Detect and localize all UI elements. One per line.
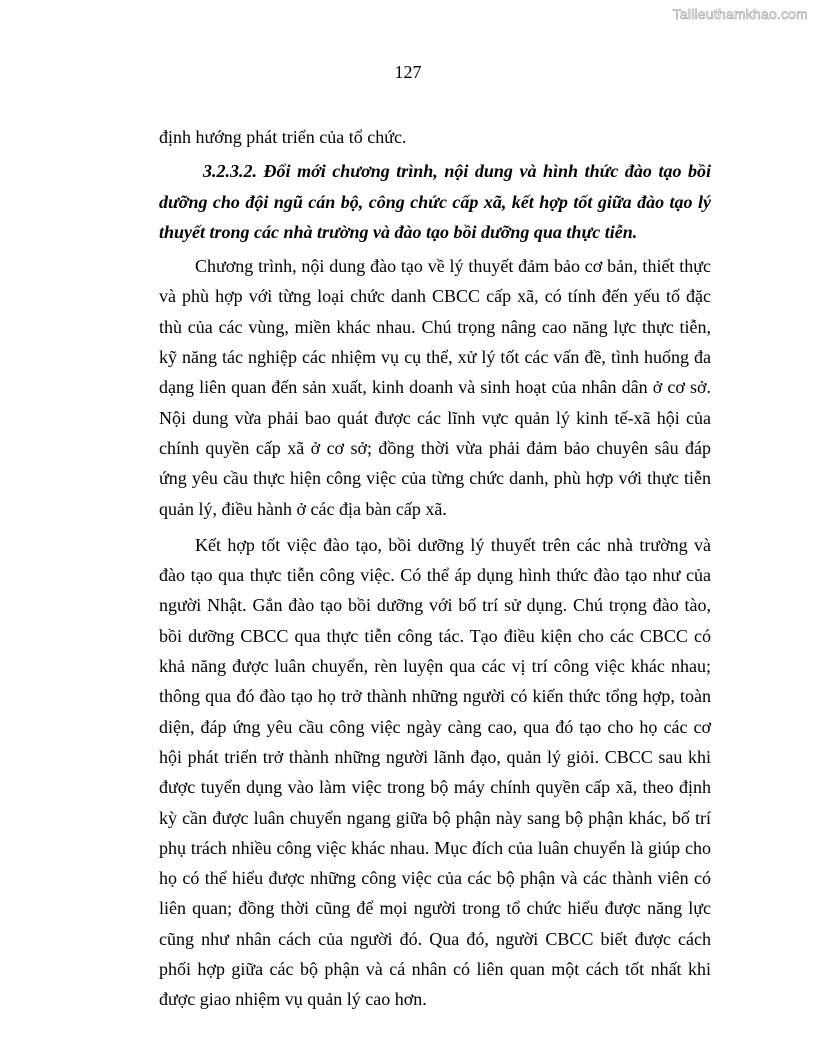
opening-line: định hướng phát triển của tổ chức. (159, 127, 407, 147)
paragraph: Chương trình, nội dung đào tạo về lý thuyết đảm bảo cơ bản, thiết thực và phù hợp với từng loại chức danh CBCC cấp xã, có tính đến yếu tố đặc thù của các vùng, miền khác nhau. Chú trọng nâng cao năng lực thực tiễn, kỹ năng tác nghiệp các nhiệm vụ cụ thể, xử lý tốt các vấn đề, tình huống đa dạng liên quan đến sản xuất, kinh doanh và sinh hoạt của nhân dân ở cơ sở. Nội dung vừa phải bao quát được các lĩnh vực quản lý kinh tế-xã hội của chính quyền cấp xã ở cơ sở; đồng thời vừa phải đảm bảo chuyên sâu đáp ứng yêu cầu thực hiện công việc của từng chức danh, phù hợp với thực tiễn quản lý, điều hành ở các địa bàn cấp xã. (159, 256, 711, 519)
page-number: 127 (394, 62, 422, 82)
paragraph: Kết hợp tốt việc đào tạo, bồi dưỡng lý thuyết trên các nhà trường và đào tạo qua thực tiễn công việc. Có thể áp dụng hình thức đào tạo như của người Nhật. Gắn đào tạo bồi dưỡng với bố trí sử dụng. Chú trọng đào tào, bồi dưỡng CBCC qua thực tiễn công tác. Tạo điều kiện cho các CBCC có khả năng được luân chuyển, rèn luyện qua các vị trí công việc khác nhau; thông qua đó đào tạo họ trở thành những người có kiến thức tổng hợp, toàn diện, đáp ứng yêu cầu công việc ngày càng cao, qua đó tạo cho họ các cơ hội phát triển trở thành những người lãnh đạo, quản lý giỏi. CBCC sau khi được tuyển dụng vào làm việc trong bộ máy chính quyền cấp xã, theo định kỳ cần được luân chuyển ngang giữa bộ phận này sang bộ phận khác, bố trí phụ trách nhiều công việc khác nhau. Mục đích của luân chuyển là giúp cho họ có thể hiểu được những công việc của các bộ phận và các thành viên có liên quan; đồng thời cũng để mọi người trong tổ chức hiểu được năng lực cũng như nhân cách của người đó. Qua đó, người CBCC biết được cách phối hợp giữa các bộ phận và cá nhân có liên quan một cách tốt nhất khi được giao nhiệm vụ quản lý cao hơn. (159, 534, 711, 1010)
watermark: Tailieuthamkhao.com (672, 6, 808, 22)
document-body (159, 122, 711, 1015)
section-heading: 3.2.3.2. Đổi mới chương trình, nội dung và hình thức đào tạo bồi dưỡng cho đội ngũ cán bộ, công chức cấp xã, kết hợp tốt giữa đào tạo lý thuyết trong các nhà trường và đào tạo bồi dưỡng qua thực tiễn. (159, 161, 711, 242)
